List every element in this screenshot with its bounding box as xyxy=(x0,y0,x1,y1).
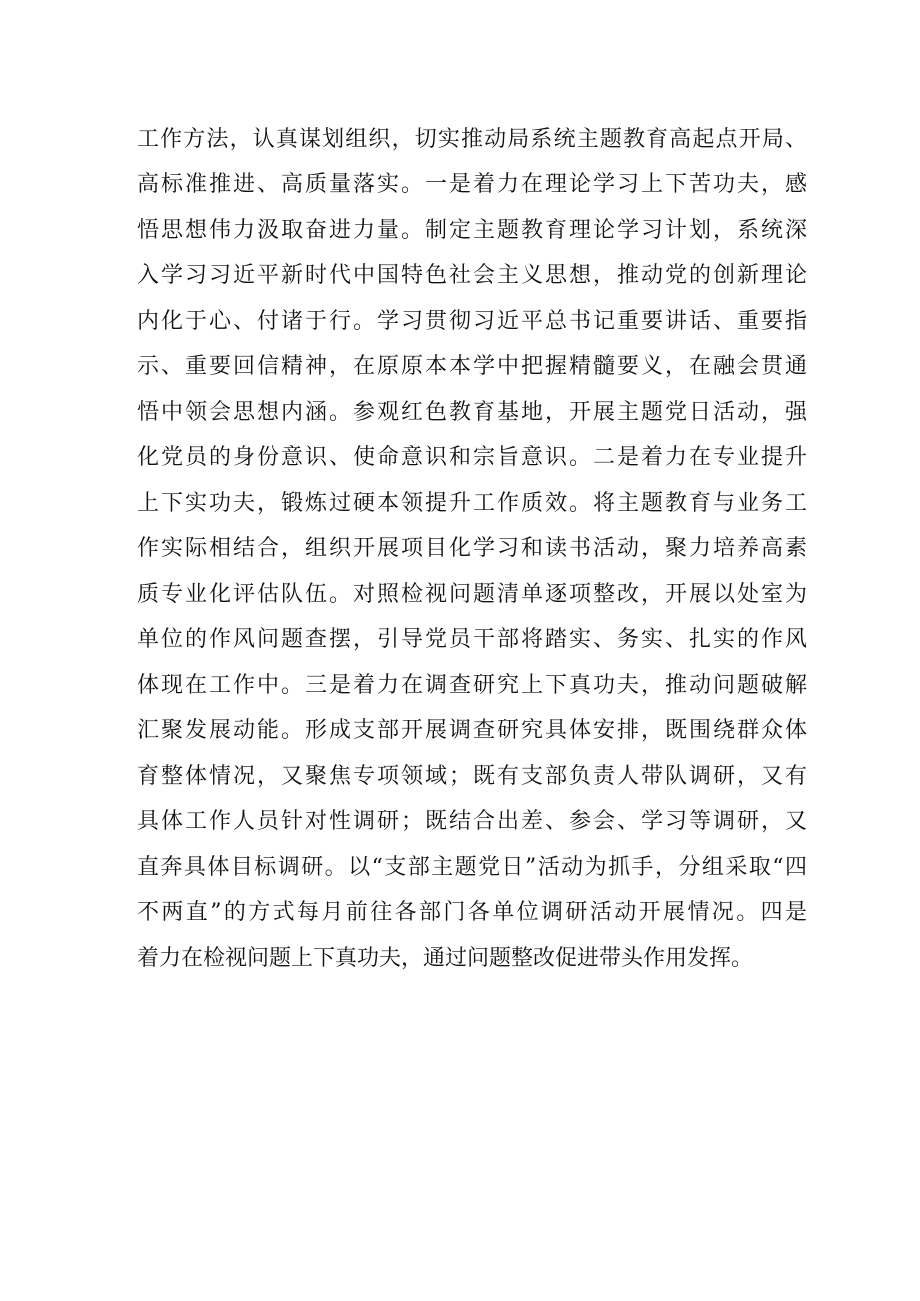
text-line: 着力在检视问题上下真功夫，通过问题整改促进带头作用发挥。 xyxy=(137,946,754,971)
text-line: 内化于心、付诸于行。学习贯彻习近平总书记重要讲话、重要指 xyxy=(137,309,807,334)
text-line: 直奔具体目标调研。以“支部主题党日”活动为抓手，分组采取“四 xyxy=(137,855,807,880)
text-line: 悟中领会思想内涵。参观红色教育基地，开展主题党日活动，强 xyxy=(137,400,807,425)
text-line: 体现在工作中。三是着力在调查研究上下真功夫，推动问题破解 xyxy=(137,673,807,698)
text-line: 不两直”的方式每月前往各部门各单位调研活动开展情况。四是 xyxy=(137,900,807,925)
text-line: 作实际相结合，组织开展项目化学习和读书活动，聚力培养高素 xyxy=(137,536,807,561)
text-line: 育整体情况，又聚焦专项领域；既有支部负责人带队调研，又有 xyxy=(137,764,807,789)
text-line: 上下实功夫，锻炼过硬本领提升工作质效。将主题教育与业务工 xyxy=(137,491,807,516)
text-line: 具体工作人员针对性调研；既结合出差、参会、学习等调研，又 xyxy=(137,809,807,834)
text-line: 化党员的身份意识、使命意识和宗旨意识。二是着力在专业提升 xyxy=(137,445,807,470)
text-line: 高标准推进、高质量落实。一是着力在理论学习上下苦功夫，感 xyxy=(137,172,807,197)
text-line: 单位的作风问题查摆，引导党员干部将踏实、务实、扎实的作风 xyxy=(137,627,807,652)
text-line: 工作方法，认真谋划组织，切实推动局系统主题教育高起点开局、 xyxy=(137,127,807,152)
text-line: 悟思想伟力汲取奋进力量。制定主题教育理论学习计划，系统深 xyxy=(137,218,807,243)
text-line: 汇聚发展动能。形成支部开展调查研究具体安排，既围绕群众体 xyxy=(137,718,807,743)
text-line: 入学习习近平新时代中国特色社会主义思想，推动党的创新理论 xyxy=(137,263,807,288)
text-line: 质专业化评估队伍。对照检视问题清单逐项整改，开展以处室为 xyxy=(137,582,807,607)
text-line: 示、重要回信精神，在原原本本学中把握精髓要义，在融会贯通 xyxy=(137,354,807,379)
